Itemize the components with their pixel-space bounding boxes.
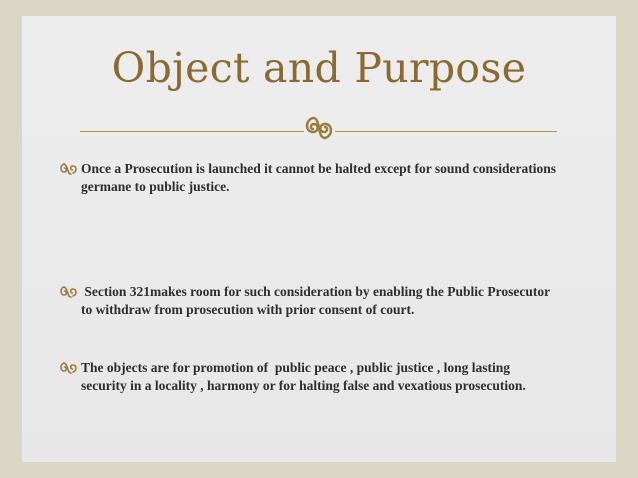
scroll-bullet-icon <box>59 161 81 177</box>
slide-title: Object and Purpose <box>111 44 527 92</box>
scroll-bullet-icon <box>59 284 81 300</box>
bullet-item <box>59 283 599 319</box>
scroll-bullet-icon <box>59 360 81 376</box>
title-divider-left <box>80 131 304 132</box>
bullet-text: Once a Prosecution is launched it cannot be halted except for sound considerations germane to public justice. <box>81 161 557 194</box>
flourish-ornament-icon <box>303 114 335 142</box>
title-divider-right <box>335 131 557 132</box>
bullet-text: The objects are for promotion of public peace , public justice , long lasting security in a locality , harmony or for halting false and vexatious prosecution. <box>81 360 526 393</box>
bullet-item <box>59 160 599 196</box>
bullet-text: Section 321makes room for such consideration by enabling the Public Prosecutor to withdraw from prosecution with prior consent of court. <box>81 284 551 317</box>
bullet-item <box>59 359 599 395</box>
